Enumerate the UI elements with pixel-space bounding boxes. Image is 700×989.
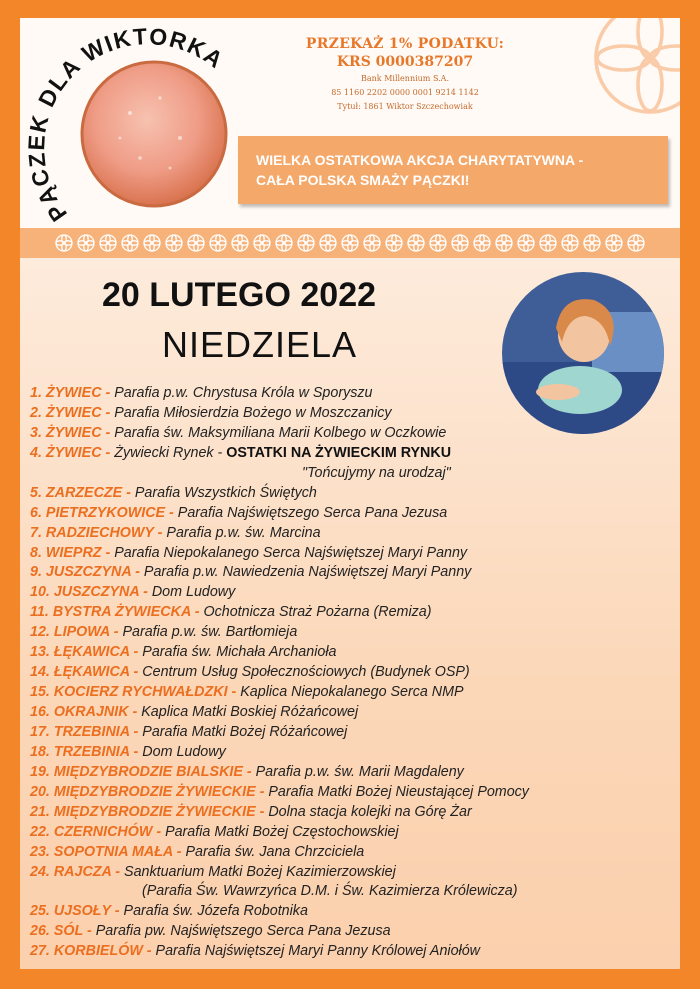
item-number: 11. <box>30 604 49 621</box>
list-item <box>30 444 670 464</box>
item-description: Ochotnicza Straż Pożarna (Remiza) <box>203 604 432 621</box>
item-number: 20. <box>30 783 50 800</box>
item-description: Parafia Najświętszej Maryi Panny Królowej Aniołów <box>155 943 480 960</box>
item-place: PIETRZYKOWICE <box>45 504 166 521</box>
poster-panel <box>20 18 680 969</box>
item-separator: - <box>110 903 124 920</box>
item-place: CZERNICHÓW <box>53 823 153 840</box>
list-item <box>30 942 670 962</box>
ornament-flower-icon <box>560 233 580 253</box>
item-number: 18. <box>30 743 50 760</box>
item-number: 12. <box>30 624 50 641</box>
list-item <box>30 723 670 743</box>
item-highlight: OSTATKI NA ŻYWIECKIM RYNKU <box>226 444 452 461</box>
list-item <box>30 524 670 544</box>
ornament-flower-icon <box>230 233 250 253</box>
item-description: Parafia św. Maksymiliana Marii Kolbego w Oczkowie <box>114 424 447 441</box>
item-place: TRZEBINIA <box>53 743 130 760</box>
item-separator: - <box>111 863 125 880</box>
item-place: MIĘDZYBRODZIE ŻYWIECKIE <box>53 803 256 820</box>
ornament-flower-icon <box>120 233 140 253</box>
item-separator: - <box>129 664 143 681</box>
item-number: 21. <box>30 803 50 820</box>
list-item <box>30 623 670 643</box>
ornament-flower-icon <box>406 233 426 253</box>
item-number: 22. <box>30 823 50 840</box>
ornament-strip <box>20 228 680 258</box>
item-description: Parafia Niepokalanego Serca Najświętszej Maryi Panny <box>114 544 468 561</box>
ornament-flower-icon <box>472 233 492 253</box>
ornament-flower-icon <box>318 233 338 253</box>
item-description: Kaplica Niepokalanego Serca NMP <box>240 684 464 701</box>
item-number: 8. <box>30 544 42 561</box>
ornament-flower-icon <box>54 233 74 253</box>
item-number: 6. <box>30 504 42 521</box>
item-description: Parafia Miłosierdzia Bożego w Moszczanicy <box>114 404 392 421</box>
item-place: ZARZECZE <box>45 484 123 501</box>
item-number: 26. <box>30 923 50 940</box>
event-day: NIEDZIELA <box>162 324 358 365</box>
item-place: UJSOŁY <box>53 903 111 920</box>
item-separator: - <box>129 723 143 740</box>
item-place: ŻYWIEC <box>45 404 102 421</box>
item-description: Parafia Matki Bożej Częstochowskiej <box>165 823 399 840</box>
item-separator: - <box>255 803 269 820</box>
list-item-continuation <box>30 882 670 902</box>
tax-title: PRZEKAŻ 1% PODATKU: <box>305 36 505 52</box>
list-item <box>30 843 670 863</box>
item-separator: - <box>101 444 115 461</box>
item-description: Parafia św. Jana Chrzciciela <box>185 843 365 860</box>
banner-line-1: WIELKA OSTATKOWA AKCJA CHARYTATYWNA - <box>256 152 584 168</box>
item-description: Centrum Usług Społecznościowych (Budynek OSP) <box>142 664 470 681</box>
ornament-flower-icon <box>296 233 316 253</box>
item-separator: - <box>131 564 144 581</box>
item-separator: - <box>190 604 204 621</box>
item-description: Kaplica Matki Boskiej Różańcowej <box>141 704 359 720</box>
krs-number: KRS 0000387207 <box>336 54 474 70</box>
item-place: TRZEBINIA <box>53 723 130 740</box>
item-place: KORBIELÓW <box>53 943 143 960</box>
ornament-flower-icon <box>538 233 558 253</box>
item-place: ŻYWIEC <box>45 444 102 461</box>
list-item <box>30 424 670 444</box>
list-item <box>30 384 670 404</box>
list-item <box>30 544 670 564</box>
ornament-flower-icon <box>582 233 602 253</box>
item-place: MIĘDZYBRODZIE ŻYWIECKIE <box>53 783 256 800</box>
list-item <box>30 783 670 803</box>
list-item <box>30 484 670 504</box>
item-place: JUSZCZYNA <box>45 564 132 581</box>
item-separator: - <box>109 624 123 641</box>
item-number: 27. <box>30 943 50 960</box>
item-number: 16. <box>30 704 50 720</box>
item-number: 17. <box>30 723 50 740</box>
item-number: 23. <box>30 843 50 860</box>
item-separator: - <box>255 783 269 800</box>
ornament-flower-icon <box>604 233 624 253</box>
ornament-flower-icon <box>362 233 382 253</box>
item-number: 5. <box>30 484 42 501</box>
item-number: 7. <box>30 524 42 541</box>
logo <box>20 18 240 228</box>
item-separator: - <box>139 584 152 601</box>
item-description: Parafia Matki Bożej Nieustającej Pomocy <box>268 783 529 800</box>
item-place: RADZIECHOWY <box>45 524 154 541</box>
list-item <box>30 663 670 683</box>
item-description: Parafia Najświętszego Serca Pana Jezusa <box>177 504 448 521</box>
item-number: 2. <box>30 404 42 421</box>
event-date: 20 LUTEGO 2022 <box>102 276 377 314</box>
item-number: 9. <box>30 564 42 581</box>
list-item <box>30 603 670 623</box>
item-separator: - <box>142 943 156 960</box>
list-item <box>30 643 670 663</box>
item-separator: - <box>101 544 115 561</box>
item-description: Parafia św. Michała Archanioła <box>142 644 337 661</box>
banner-line-2: CAŁA POLSKA SMAŻY PĄCZKI! <box>256 172 470 188</box>
item-separator: - <box>165 504 178 521</box>
item-number: 1. <box>30 385 42 401</box>
item-description: Dolna stacja kolejki na Górę Żar <box>268 803 472 820</box>
item-place: ŻYWIEC <box>45 424 102 441</box>
item-description: Parafia p.w. Chrystusa Króla w Sporyszu <box>114 385 373 401</box>
item-number: 15. <box>30 684 50 701</box>
item-place: WIEPRZ <box>45 544 102 561</box>
item-separator: - <box>128 704 142 720</box>
item-description: Parafia p.w. św. Marii Magdaleny <box>255 763 464 780</box>
list-item <box>30 404 670 424</box>
item-description: Parafia Wszystkich Świętych <box>134 484 317 501</box>
list-item <box>30 504 670 524</box>
tax-info <box>280 36 530 112</box>
ornament-flower-icon <box>384 233 404 253</box>
list-item <box>30 703 670 723</box>
ornament-flower-icon <box>626 233 646 253</box>
item-separator: - <box>227 684 241 701</box>
item-number: 10. <box>30 584 50 601</box>
list-item <box>30 763 670 783</box>
item-description: Żywiecki Rynek - <box>114 444 227 461</box>
item-place: OKRAJNIK <box>53 704 129 720</box>
ornament-flower-icon <box>428 233 448 253</box>
item-description: Dom Ludowy <box>151 584 236 601</box>
item-separator: - <box>152 823 166 840</box>
item-place: ŻYWIEC <box>45 385 102 401</box>
ornament-flower-icon <box>516 233 536 253</box>
item-separator: - <box>101 385 115 401</box>
bank-name: Bank Millennium S.A. <box>361 74 449 83</box>
ornament-flower-icon <box>208 233 228 253</box>
item-description: Parafia Matki Bożej Różańcowej <box>142 723 348 740</box>
item-place: KOCIERZ RYCHWAŁDZKI <box>53 684 228 701</box>
list-item <box>30 823 670 843</box>
item-place: BYSTRA ŻYWIECKA <box>52 604 191 621</box>
item-subtitle: "Tońcujymy na urodzaj" <box>302 464 451 481</box>
flower-ornament-icon <box>590 18 680 118</box>
item-separator: - <box>153 524 167 541</box>
list-item-continuation <box>30 464 670 484</box>
list-item <box>30 922 670 942</box>
item-number: 19. <box>30 763 50 780</box>
item-number: 3. <box>30 424 42 441</box>
item-separator: - <box>122 484 135 501</box>
item-separator: - <box>242 763 256 780</box>
location-list <box>30 384 670 962</box>
list-item <box>30 563 670 583</box>
item-separator: - <box>83 923 96 940</box>
list-item <box>30 803 670 823</box>
transfer-title: Tytuł: 1861 Wiktor Szczechowiak <box>337 102 473 111</box>
item-separator: - <box>101 424 115 441</box>
item-place: JUSZCZYNA <box>53 584 140 601</box>
list-item <box>30 583 670 603</box>
ornament-flower-icon <box>142 233 162 253</box>
list-item <box>30 902 670 922</box>
charity-banner <box>238 136 668 204</box>
item-place: SOPOTNIA MAŁA <box>53 843 173 860</box>
item-place: SÓL <box>53 923 83 940</box>
ornament-flower-icon <box>76 233 96 253</box>
logo-arc-text: PĄCZEK DLA WIKTORKA <box>23 22 229 227</box>
item-place: ŁĘKAWICA <box>53 664 130 681</box>
item-separator: - <box>101 404 115 421</box>
list-item <box>30 863 670 883</box>
item-place: RAJCZA <box>53 863 112 880</box>
list-item <box>30 743 670 763</box>
item-description: Sanktuarium Matki Bożej Kazimierzowskiej <box>124 863 396 880</box>
ornament-flower-icon <box>252 233 272 253</box>
item-number: 14. <box>30 664 50 681</box>
item-place: MIĘDZYBRODZIE BIALSKIE <box>53 763 243 780</box>
ornament-flower-icon <box>186 233 206 253</box>
item-number: 4. <box>30 444 42 461</box>
item-number: 13. <box>30 644 50 661</box>
list-item <box>30 683 670 703</box>
item-description: Parafia św. Józefa Robotnika <box>123 903 308 920</box>
ornament-flower-icon <box>340 233 360 253</box>
bank-account: 85 1160 2202 0000 0001 9214 1142 <box>331 88 479 97</box>
header <box>20 18 680 228</box>
item-description: Parafia pw. Najświętszego Serca Pana Jezusa <box>95 923 391 940</box>
item-description: Parafia p.w. św. Bartłomieja <box>122 624 298 641</box>
item-number: 24. <box>30 863 50 880</box>
ornament-flower-icon <box>274 233 294 253</box>
item-place: ŁĘKAWICA <box>53 644 130 661</box>
item-subtitle: (Parafia Św. Wawrzyńca D.M. i Św. Kazimierza Królewicza) <box>142 883 518 900</box>
item-separator: - <box>129 743 143 760</box>
ornament-flower-icon <box>98 233 118 253</box>
ornament-flower-icon <box>450 233 470 253</box>
item-number: 25. <box>30 903 50 920</box>
item-separator: - <box>129 644 143 661</box>
item-description: Parafia p.w. św. Marcina <box>166 524 321 541</box>
ornament-flower-icon <box>494 233 514 253</box>
item-description: Parafia p.w. Nawiedzenia Najświętszej Maryi Panny <box>143 564 472 581</box>
item-description: Dom Ludowy <box>142 743 226 760</box>
donut-logo-icon <box>20 18 240 228</box>
item-separator: - <box>172 843 186 860</box>
ornament-flower-icon <box>164 233 184 253</box>
item-place: LIPOWA <box>53 624 110 641</box>
